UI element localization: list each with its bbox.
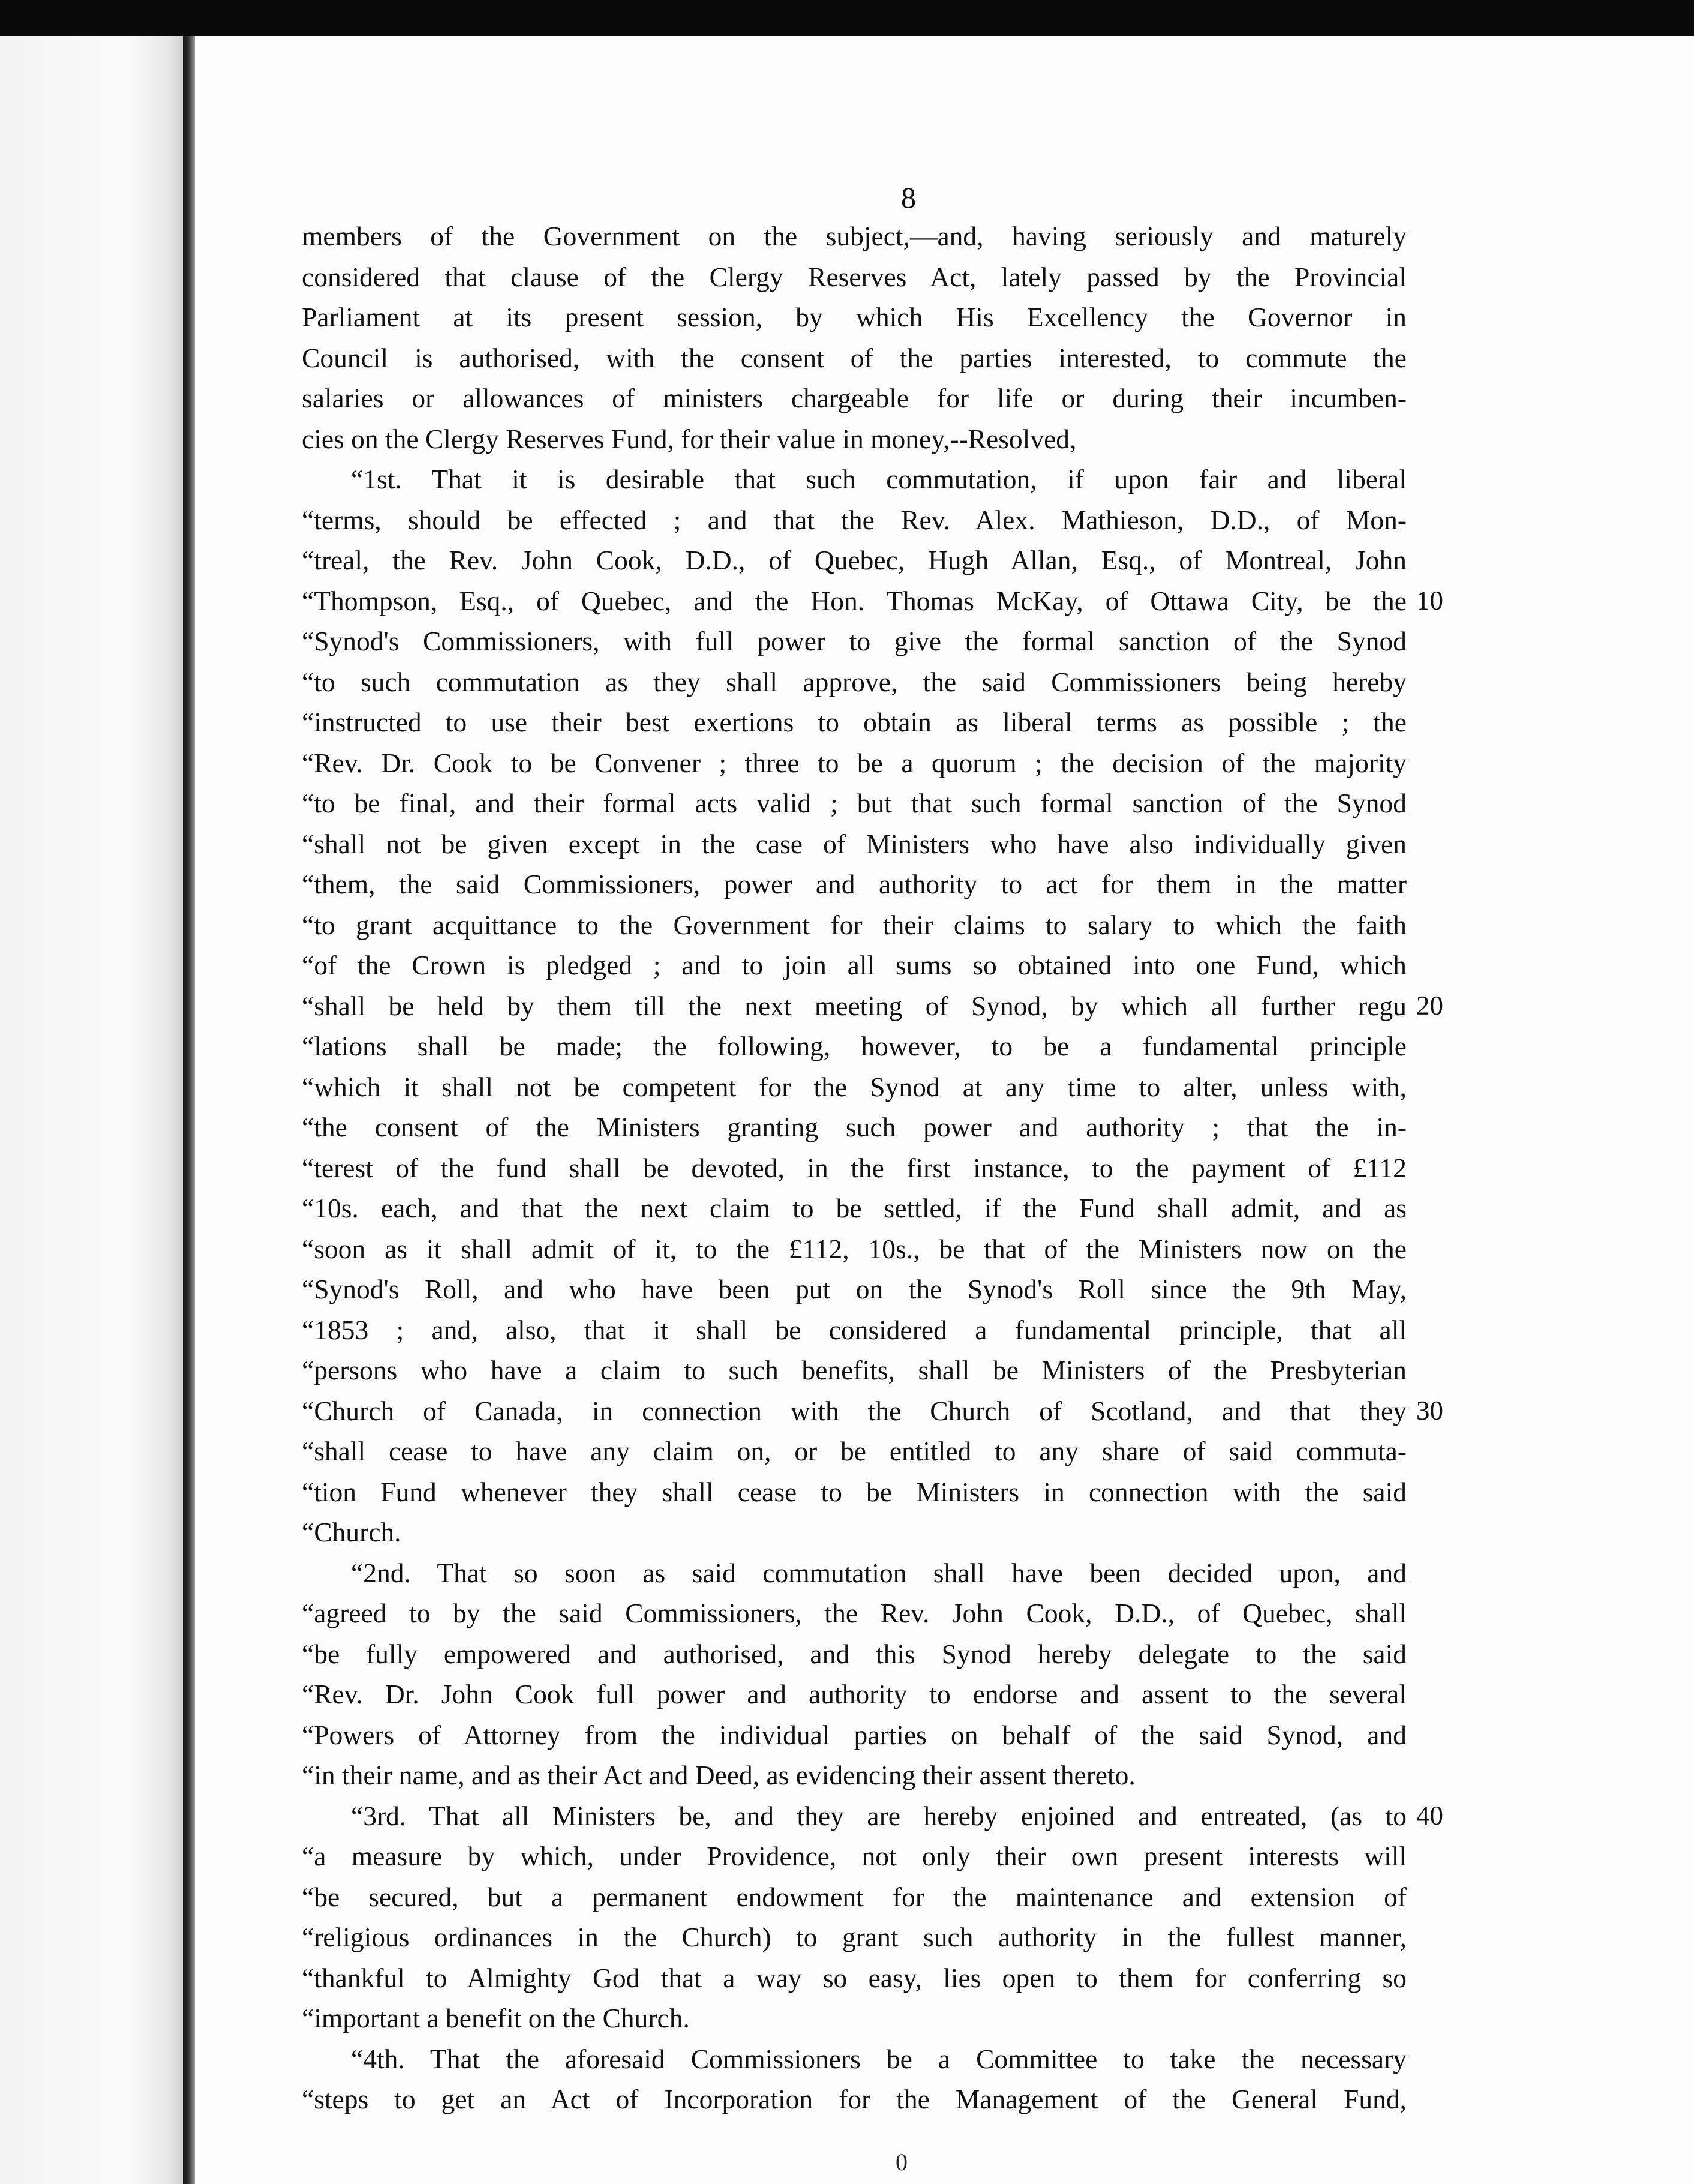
text-line [302,1391,1443,1432]
text-line: “to grant acquittance to the Government for their claims to salary to which the faith [302,909,1407,940]
text-line: considered that clause of the Clergy Reserves Act, lately passed by the Provincial [302,261,1407,292]
text-line: “Powers of Attorney from the individual parties on behalf of the said Synod, and [302,1719,1407,1750]
text-line-content: “Thompson, Esq., of Quebec, and the Hon. Thomas McKay, of Ottawa City, be the [302,585,1407,616]
text-line-content: “Church of Canada, in connection with the Church of Scotland, and that they [302,1395,1407,1426]
text-line: “to such commutation as they shall approve, the said Commissioners being hereby [302,666,1407,697]
line-number-10: 10 [1416,585,1443,616]
text-line: “1853 ; and, also, that it shall be considered a fundamental principle, that all [302,1314,1407,1345]
text-line: “be secured, but a permanent endowment for the maintenance and extension of [302,1881,1407,1912]
text-line: “Synod's Roll, and who have been put on the Synod's Roll since the 9th May, [302,1274,1407,1304]
text-line: “in their name, and as their Act and Deed, as evidencing their assent thereto. [302,1760,1136,1790]
page-number: 8 [901,181,916,214]
text-line: “thankful to Almighty God that a way so easy, lies open to them for conferring so [302,1962,1407,1993]
text-line: “shall cease to have any claim on, or be entitled to any share of said commuta- [302,1436,1407,1466]
text-line: “important a benefit on the Church. [302,2003,690,2033]
text-line: salaries or allowances of ministers chargeable for life or during their incumben- [302,383,1407,413]
text-line: “a measure by which, under Providence, not only their own present interests will [302,1841,1407,1871]
text-line: “them, the said Commissioners, power and authority to act for them in the matter [302,869,1407,899]
text-line: “religious ordinances in the Church) to grant such authority in the fullest manner, [302,1922,1407,1952]
text-line: “the consent of the Ministers granting such power and authority ; that the in- [302,1112,1407,1142]
text-line: “agreed to by the said Commissioners, the Rev. John Cook, D.D., of Quebec, shall [302,1598,1407,1628]
text-line: Council is authorised, with the consent of the parties interested, to commute the [302,342,1407,373]
text-line: “Rev. Dr. John Cook full power and authority to endorse and assent to the several [302,1679,1407,1709]
text-line: “1st. That it is desirable that such commutation, if upon fair and liberal [351,464,1407,494]
text-line-content: “shall be held by them till the next meeting of Synod, by which all further regu [302,990,1407,1021]
film-border [0,0,1694,36]
text-line: “be fully empowered and authorised, and this Synod hereby delegate to the said [302,1638,1407,1669]
text-line: “steps to get an Act of Incorporation for the Management of the General Fund, [302,2084,1407,2114]
footer-mark: 0 [896,2149,908,2176]
document-page [195,36,1694,2184]
line-number-40: 40 [1416,1800,1443,1831]
facing-page-edge [0,36,183,2184]
text-line [302,1796,1443,1837]
text-line: “persons who have a claim to such benefits, shall be Ministers of the Presbyterian [302,1355,1407,1385]
text-line: “10s. each, and that the next claim to be settled, if the Fund shall admit, and as [302,1193,1407,1223]
text-line: “Church. [302,1517,401,1547]
line-number-30: 30 [1416,1395,1443,1426]
text-line-content: “3rd. That all Ministers be, and they are hereby enjoined and entreated, (as to [351,1800,1407,1831]
text-line: Parliament at its present session, by which His Excellency the Governor in [302,302,1407,332]
text-line: “instructed to use their best exertions to obtain as liberal terms as possible ; the [302,707,1407,737]
text-line: “of the Crown is pledged ; and to join all sums so obtained into one Fund, which [302,950,1407,980]
body-text [302,216,1443,2120]
text-line: “treal, the Rev. John Cook, D.D., of Quebec, Hugh Allan, Esq., of Montreal, John [302,545,1407,575]
text-line [302,986,1443,1027]
text-line: cies on the Clergy Reserves Fund, for their value in money,--Resolved, [302,423,1077,454]
text-line: “4th. That the aforesaid Commissioners be a Committee to take the necessary [351,2043,1407,2074]
book-gutter [183,36,195,2184]
text-line: “Synod's Commissioners, with full power to give the formal sanction of the Synod [302,626,1407,656]
text-line: members of the Government on the subject,—and, having seriously and maturely [302,221,1407,251]
text-line: “terest of the fund shall be devoted, in the first instance, to the payment of £112 [302,1152,1407,1183]
text-line: “Rev. Dr. Cook to be Convener ; three to be a quorum ; the decision of the majority [302,747,1407,778]
text-line: “soon as it shall admit of it, to the £112, 10s., be that of the Ministers now on the [302,1233,1407,1264]
text-line: “lations shall be made; the following, however, to be a fundamental principle [302,1031,1407,1061]
text-line: “to be final, and their formal acts valid ; but that such formal sanction of the Synod [302,788,1407,818]
text-line: “which it shall not be competent for the Synod at any time to alter, unless with, [302,1071,1407,1102]
text-line: “terms, should be effected ; and that the Rev. Alex. Mathieson, D.D., of Mon- [302,504,1407,535]
text-line: “tion Fund whenever they shall cease to be Ministers in connection with the said [302,1476,1407,1507]
text-line: “2nd. That so soon as said commutation shall have been decided upon, and [351,1557,1407,1588]
text-line: “shall not be given except in the case of Ministers who have also individually given [302,828,1407,859]
line-number-20: 20 [1416,990,1443,1021]
text-line [302,581,1443,622]
